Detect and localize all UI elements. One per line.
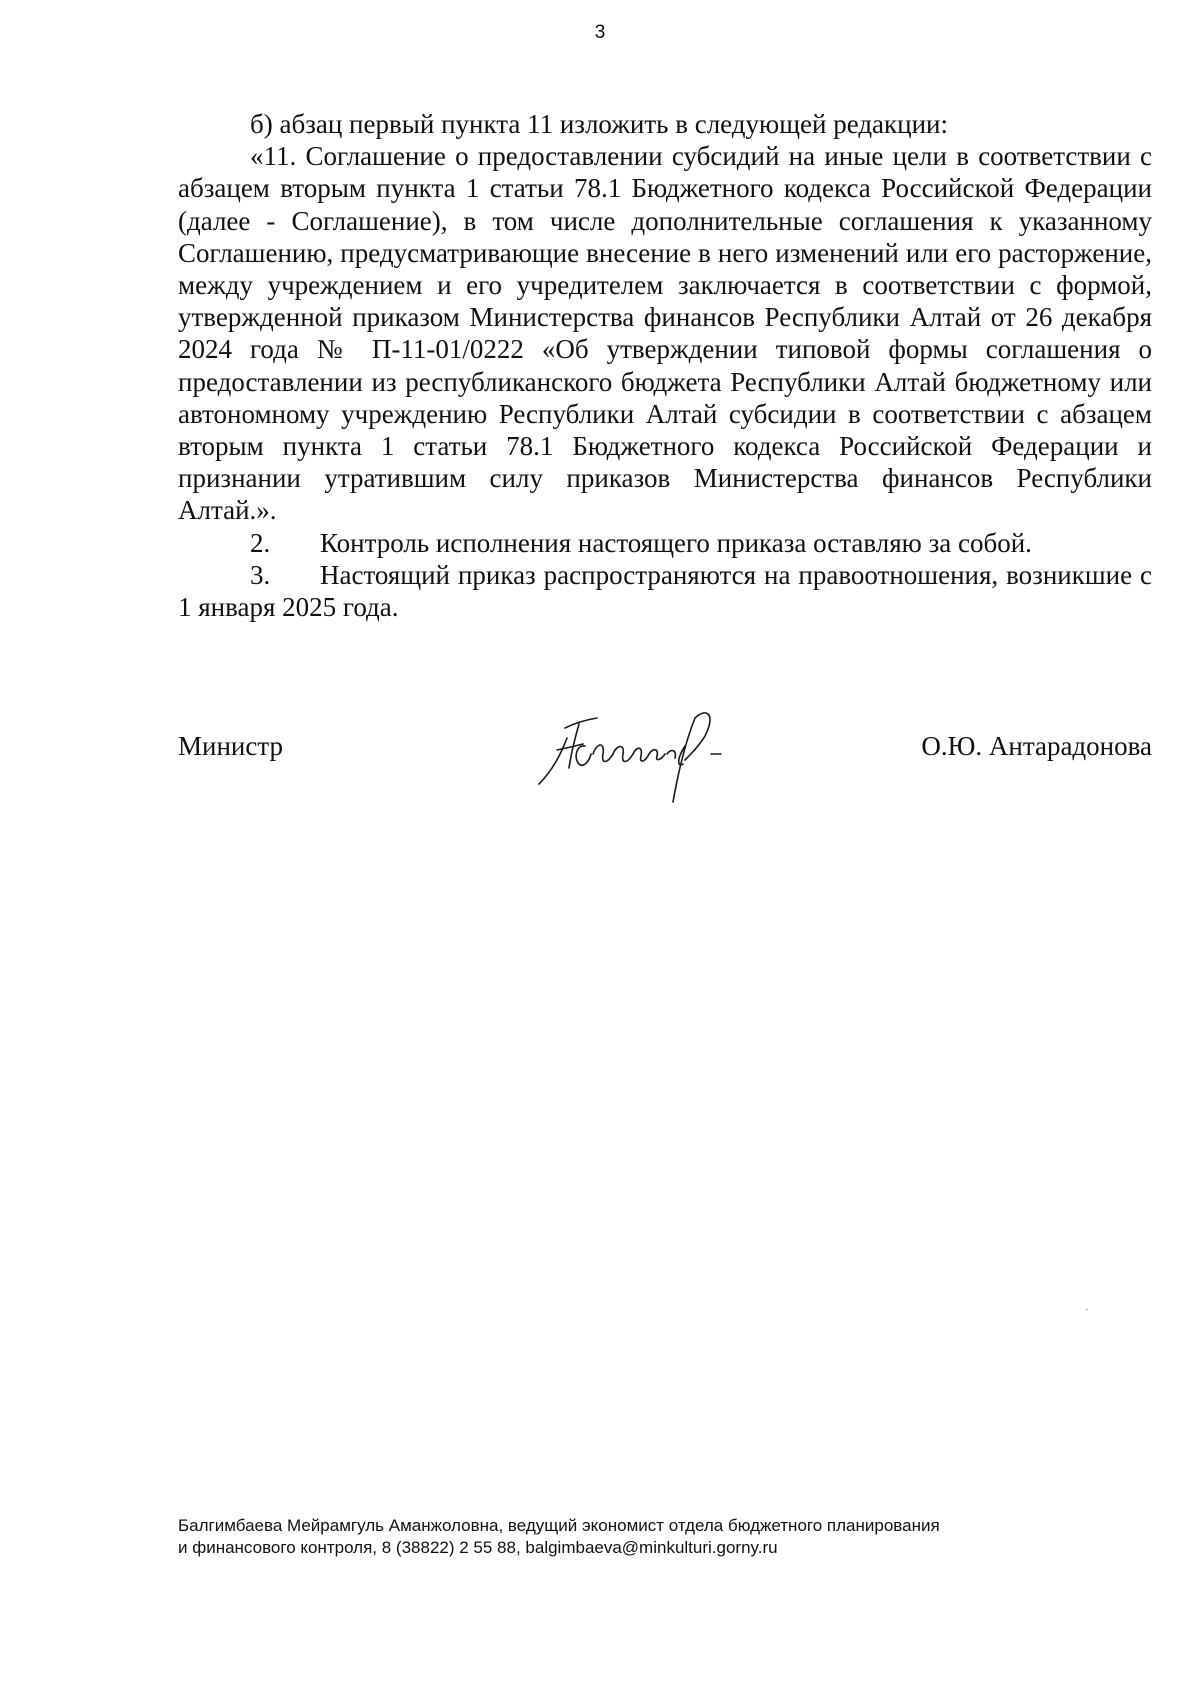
document-footer — [178, 1515, 1078, 1559]
footer-line: и финансового контроля, 8 (38822) 2 55 88, balgimbaeva@minkulturi.gorny.ru — [178, 1538, 778, 1557]
list-item-number: 2. — [250, 527, 271, 558]
signatory-name: О.Ю. Антарадонова — [921, 731, 1152, 761]
intro-paragraph: б) абзац первый пункта 11 изложить в следующей редакции: — [250, 109, 949, 139]
document-body — [178, 108, 1152, 623]
list-item-2 — [178, 527, 1152, 559]
footer-line: Балгимбаева Мейрамгуль Аманжоловна, ведущий экономист отдела бюджетного планирования — [178, 1516, 940, 1535]
signatory-position: Министр — [178, 731, 283, 761]
scan-speck — [1086, 1309, 1088, 1310]
list-item-3 — [178, 559, 1152, 623]
page-number: 3 — [594, 22, 606, 43]
list-item-number: 3. — [250, 559, 271, 590]
quoted-paragraph: «11. Соглашение о предоставлении субсидий на иные цели в соответствии с абзацем вторым пункта 1 статьи 78.1 Бюджетного кодекса Российской Федерации (далее - Соглашение), в том числе дополнительные соглашения к указанному Соглашению, предусматривающие внесение в него изменений или его расторжение, между учреждением и его учредителем заключается в соответствии с формой, утвержденной приказом Министерства финансов Республики Алтай от 26 декабря 2024 года № П-11-01/0222 «Об утверждении типовой формы соглашения о предоставлении из республиканского бюджета Республики Алтай бюджетному или автономному учреждению Республики Алтай субсидии в соответствии с абзацем вторым пункта 1 статьи 78.1 Бюджетного кодекса Российской Федерации и признании утратившим силу приказов Министерства финансов Республики Алтай.». — [178, 141, 1152, 526]
list-item-text: Настоящий приказ распространяются на правоотношения, возникшие с 1 января 2025 года. — [178, 559, 1152, 623]
list-item-text: Контроль исполнения настоящего приказа оставляю за собой. — [320, 527, 1032, 558]
handwritten-signature — [527, 698, 759, 806]
